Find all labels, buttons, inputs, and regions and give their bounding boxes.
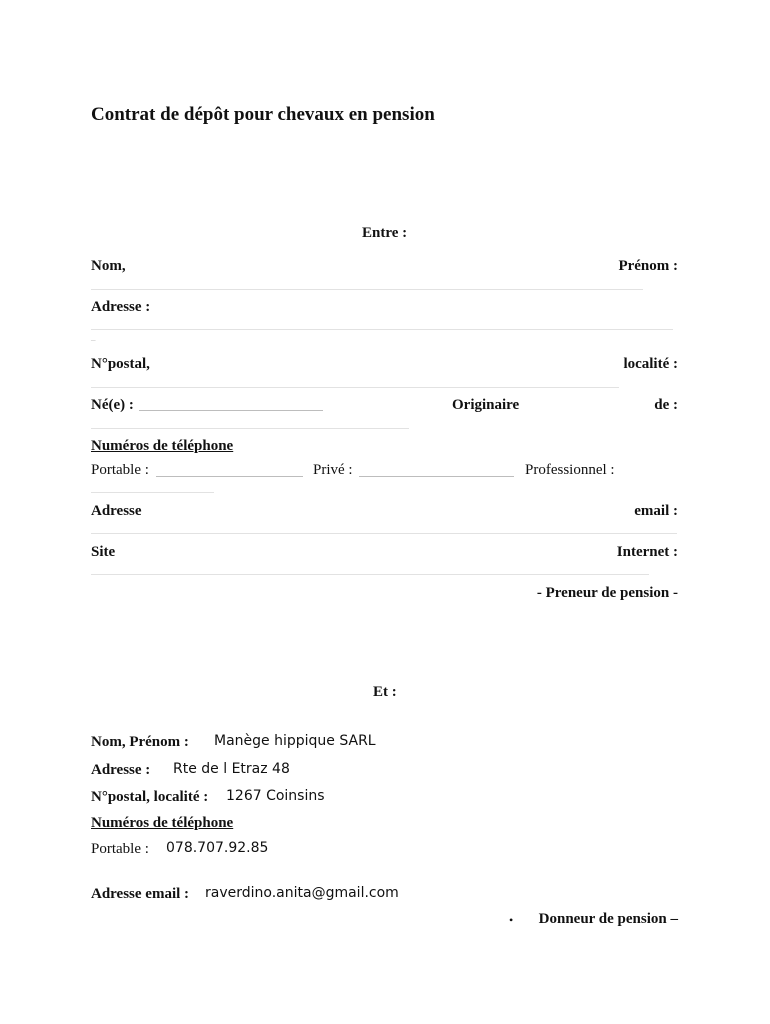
portable-label: Portable : [91,462,149,478]
nom-prenom-field-line[interactable] [91,289,643,290]
site-field-line[interactable] [91,574,649,575]
npostal-localite-value: 1267 Coinsins [226,788,325,804]
nom-prenom-label: Nom, Prénom : [91,734,189,750]
prive-label: Privé : [313,462,353,478]
npostal-label: N°postal, [91,356,150,372]
portable-label-2: Portable : [91,841,149,857]
stray-mark: – [91,335,96,345]
adresse-field-line[interactable] [91,329,673,330]
npostal-localite-label: N°postal, localité : [91,789,209,805]
email-label-2: Adresse email : [91,886,190,902]
prenom-label: Prénom : [618,258,678,274]
email-value: raverdino.anita@gmail.com [205,885,399,901]
professionnel-label: Professionnel : [525,462,615,478]
party1-heading: Entre : [362,225,408,241]
donneur-role: Donneur de pension – [538,911,678,927]
internet-label: Internet : [616,544,678,560]
email-label: email : [634,503,678,519]
localite-label: localité : [623,356,678,372]
adresse-label-2: Adresse : [91,762,151,778]
adresse-value: Rte de l Etraz 48 [173,761,290,777]
professionnel-field-line[interactable] [91,492,214,493]
document-title: Contrat de dépôt pour chevaux en pension [91,104,435,125]
site-label: Site [91,544,116,560]
email-field-line[interactable] [91,533,677,534]
phones-heading: Numéros de téléphone [91,438,234,454]
originaire-label: Originaire [452,397,520,413]
adresse-label: Adresse : [91,299,151,315]
nee-label: Né(e) : [91,397,134,413]
party2-heading: Et : [373,684,397,700]
portable-value: 078.707.92.85 [166,840,269,856]
npostal-localite-field-line[interactable] [91,387,619,388]
phones-heading-2: Numéros de téléphone [91,815,234,831]
bullet-icon: • [509,913,514,927]
originaire-field-line[interactable] [91,428,409,429]
nom-prenom-value: Manège hippique SARL [214,733,376,749]
nom-label: Nom, [91,258,126,274]
nee-field-line[interactable] [139,410,323,411]
de-label: de : [654,397,678,413]
adresse2-label: Adresse [91,503,142,519]
preneur-role: - Preneur de pension - [536,585,678,601]
prive-field-line[interactable] [359,476,514,477]
portable-field-line[interactable] [156,476,303,477]
